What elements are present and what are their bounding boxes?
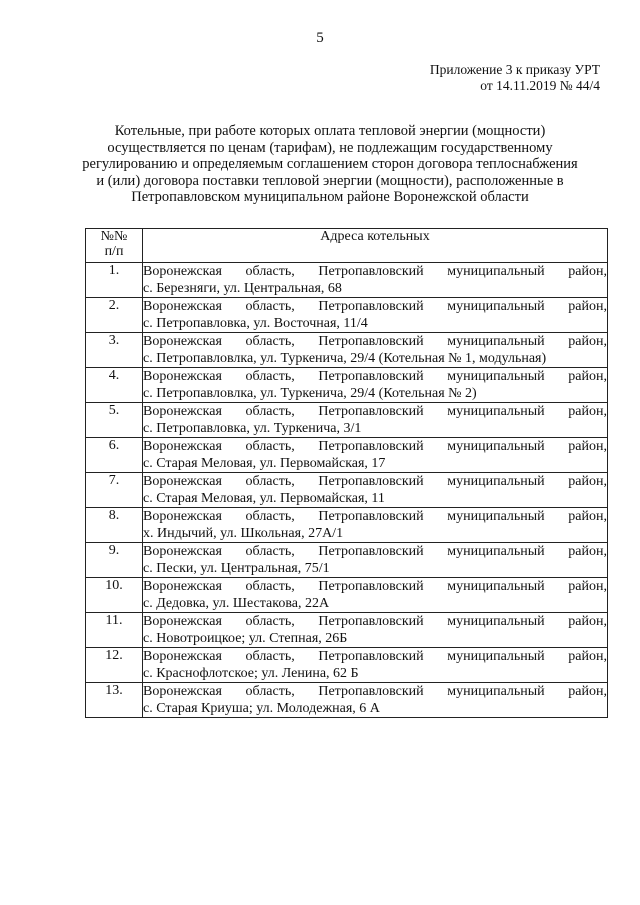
table-header-row bbox=[86, 229, 608, 263]
row-number: 8. bbox=[86, 508, 143, 543]
appendix-line-2: от 14.11.2019 № 44/4 bbox=[480, 78, 600, 93]
table-row bbox=[86, 473, 608, 508]
address-locality-line: с. Петропавловлка, ул. Туркенича, 29/4 (Котельная № 1, модульная) bbox=[143, 351, 547, 366]
title-line-4: и (или) договора поставки тепловой энергии (мощности), расположенные в bbox=[96, 172, 564, 189]
appendix-reference bbox=[430, 62, 600, 94]
row-number: 6. bbox=[86, 438, 143, 473]
row-address bbox=[143, 683, 608, 718]
table-row bbox=[86, 298, 608, 333]
row-address bbox=[143, 543, 608, 578]
table-row bbox=[86, 403, 608, 438]
row-address bbox=[143, 368, 608, 403]
address-region-line: Воронежская область, Петропавловский муниципальный район, bbox=[143, 404, 607, 419]
address-region-line: Воронежская область, Петропавловский муниципальный район, bbox=[143, 264, 607, 279]
table-row bbox=[86, 683, 608, 718]
header-address-column: Адреса котельных bbox=[143, 229, 608, 263]
address-region-line: Воронежская область, Петропавловский муниципальный район, bbox=[143, 509, 607, 524]
table-row bbox=[86, 508, 608, 543]
row-address bbox=[143, 403, 608, 438]
address-region-line: Воронежская область, Петропавловский муниципальный район, bbox=[143, 614, 607, 629]
row-address bbox=[143, 298, 608, 333]
table-row bbox=[86, 368, 608, 403]
document-title bbox=[60, 123, 600, 206]
row-number: 1. bbox=[86, 263, 143, 298]
table-row bbox=[86, 578, 608, 613]
row-number: 7. bbox=[86, 473, 143, 508]
row-number: 10. bbox=[86, 578, 143, 613]
address-region-line: Воронежская область, Петропавловский муниципальный район, bbox=[143, 544, 607, 559]
title-line-2: осуществляется по ценам (тарифам), не подлежащим государственному bbox=[107, 139, 553, 156]
address-locality-line: х. Индычий, ул. Школьная, 27А/1 bbox=[143, 526, 344, 541]
address-region-line: Воронежская область, Петропавловский муниципальный район, bbox=[143, 579, 607, 594]
row-number: 3. bbox=[86, 333, 143, 368]
table-row bbox=[86, 613, 608, 648]
title-line-5: Петропавловском муниципальном районе Воронежской области bbox=[131, 189, 529, 205]
address-locality-line: с. Старая Меловая, ул. Первомайская, 17 bbox=[143, 456, 386, 471]
row-address bbox=[143, 613, 608, 648]
row-address bbox=[143, 438, 608, 473]
address-region-line: Воронежская область, Петропавловский муниципальный район, bbox=[143, 649, 607, 664]
table-row bbox=[86, 543, 608, 578]
address-locality-line: с. Старая Меловая, ул. Первомайская, 11 bbox=[143, 491, 385, 506]
header-number-line-1: №№ bbox=[100, 229, 128, 244]
address-locality-line: с. Пески, ул. Центральная, 75/1 bbox=[143, 561, 330, 576]
title-line-1: Котельные, при работе которых оплата тепловой энергии (мощности) bbox=[114, 123, 546, 139]
row-address bbox=[143, 648, 608, 683]
address-region-line: Воронежская область, Петропавловский муниципальный район, bbox=[143, 439, 607, 454]
title-line-3: регулированию и определяемым соглашением сторон договора теплоснабжения bbox=[82, 156, 578, 172]
row-number: 12. bbox=[86, 648, 143, 683]
address-region-line: Воронежская область, Петропавловский муниципальный район, bbox=[143, 474, 607, 489]
table-row bbox=[86, 333, 608, 368]
row-number: 11. bbox=[86, 613, 143, 648]
table-row bbox=[86, 648, 608, 683]
address-locality-line: с. Новотроицкое; ул. Степная, 26Б bbox=[143, 631, 348, 646]
address-region-line: Воронежская область, Петропавловский муниципальный район, bbox=[143, 334, 607, 349]
address-region-line: Воронежская область, Петропавловский муниципальный район, bbox=[143, 684, 607, 699]
table-row bbox=[86, 263, 608, 298]
address-locality-line: с. Дедовка, ул. Шестакова, 22А bbox=[143, 596, 330, 611]
row-address bbox=[143, 508, 608, 543]
address-locality-line: с. Березняги, ул. Центральная, 68 bbox=[143, 281, 342, 296]
appendix-line-1: Приложение 3 к приказу УРТ bbox=[429, 62, 600, 77]
row-address bbox=[143, 578, 608, 613]
address-region-line: Воронежская область, Петропавловский муниципальный район, bbox=[143, 369, 607, 384]
address-locality-line: с. Петропавловлка, ул. Туркенича, 29/4 (Котельная № 2) bbox=[143, 386, 477, 401]
row-number: 9. bbox=[86, 543, 143, 578]
header-number-column bbox=[86, 229, 143, 263]
address-locality-line: с. Старая Криуша; ул. Молодежная, 6 А bbox=[143, 701, 380, 716]
address-locality-line: с. Петропавловка, ул. Восточная, 11/4 bbox=[143, 316, 368, 331]
table-body bbox=[86, 263, 608, 718]
header-number-line-2: п/п bbox=[104, 244, 124, 259]
row-address bbox=[143, 473, 608, 508]
row-number: 5. bbox=[86, 403, 143, 438]
row-address bbox=[143, 333, 608, 368]
address-region-line: Воронежская область, Петропавловский муниципальный район, bbox=[143, 299, 607, 314]
address-locality-line: с. Петропавловка, ул. Туркенича, 3/1 bbox=[143, 421, 362, 436]
address-locality-line: с. Краснофлотское; ул. Ленина, 62 Б bbox=[143, 666, 359, 681]
row-address bbox=[143, 263, 608, 298]
row-number: 4. bbox=[86, 368, 143, 403]
table-row bbox=[86, 438, 608, 473]
row-number: 13. bbox=[86, 683, 143, 718]
page-number: 5 bbox=[316, 30, 324, 46]
row-number: 2. bbox=[86, 298, 143, 333]
boiler-address-table bbox=[85, 228, 608, 718]
